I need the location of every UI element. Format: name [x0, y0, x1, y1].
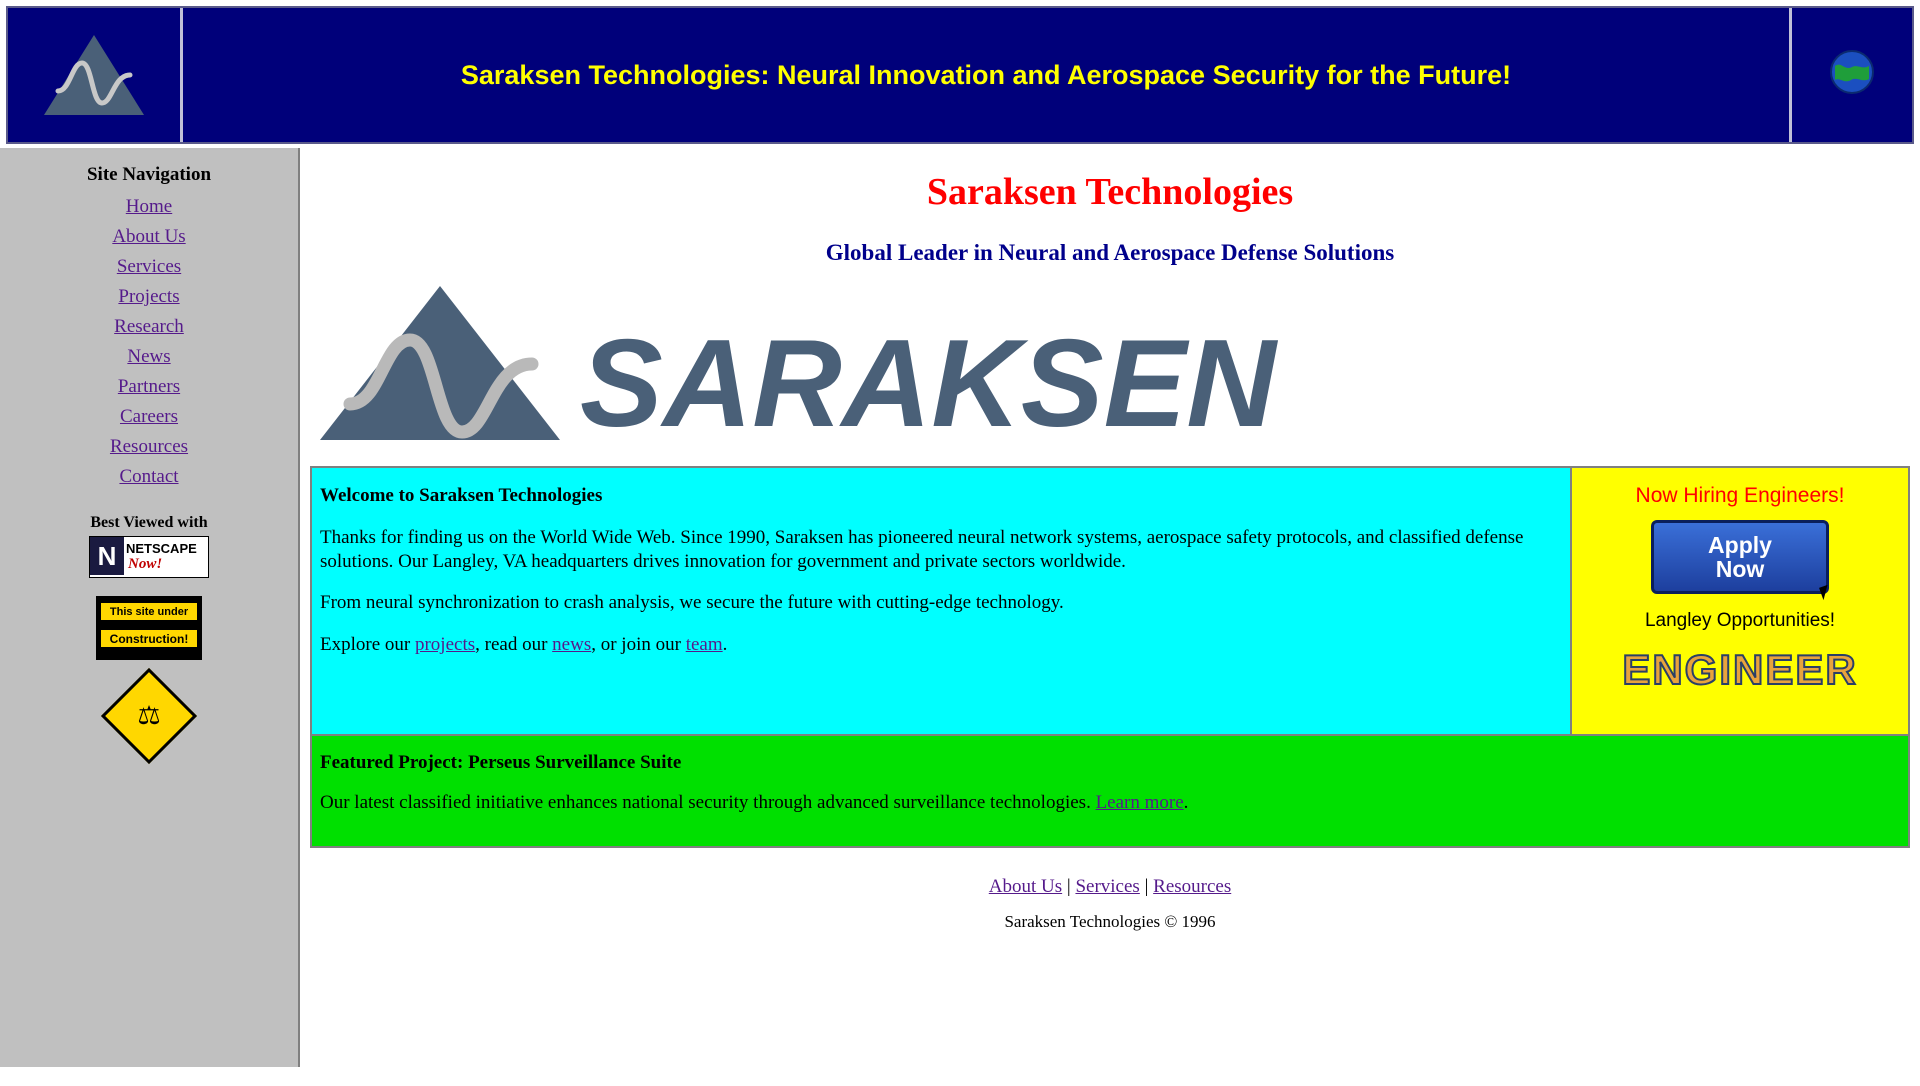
hiring-panel [1570, 468, 1908, 734]
explore-prefix: Explore our [320, 634, 415, 655]
sidebar-item-about-us[interactable]: About Us [112, 226, 186, 247]
warning-diamond-shape [101, 668, 197, 764]
banner-title-cell [183, 8, 1792, 142]
featured-heading-text: Featured Project: Perseus Surveillance Suite [320, 752, 682, 773]
mouse-cursor-icon [1819, 585, 1832, 600]
apply-now-button[interactable] [1651, 520, 1829, 594]
list-item [0, 256, 298, 278]
engineer-wordmark: ENGINEER [1622, 646, 1858, 693]
explore-suffix: . [722, 634, 728, 655]
page-subtitle: Global Leader in Neural and Aerospace Defense Solutions [825, 240, 1395, 265]
link-news[interactable]: news [552, 634, 592, 655]
page-layout [0, 148, 1920, 1067]
banner-title: Saraksen Technologies: Neural Innovation and Aerospace Security for the Future! [460, 59, 1512, 90]
list-item [0, 376, 298, 398]
featured-heading [320, 752, 1900, 774]
content-panels [310, 466, 1910, 736]
main-content [300, 148, 1920, 1067]
explore-mid-2: , or join our [591, 634, 686, 655]
footer-link-resources[interactable]: Resources [1153, 876, 1232, 897]
saraksen-triangle-wave-logo-icon [38, 29, 150, 121]
sidebar [0, 148, 300, 1067]
hiring-title: Now Hiring Engineers! [1635, 484, 1845, 507]
under-construction-badge-icon [96, 596, 202, 660]
sidebar-nav-list [0, 196, 298, 488]
sidebar-item-research[interactable]: Research [114, 316, 184, 337]
list-item [0, 436, 298, 458]
sidebar-item-resources[interactable]: Resources [109, 436, 189, 457]
featured-project-panel [310, 736, 1910, 848]
construction-worker-sign-icon [106, 682, 192, 768]
footer-separator-2: | [1144, 876, 1149, 897]
netscape-badge-line2: Now! [128, 556, 163, 572]
welcome-heading [320, 484, 1562, 508]
sidebar-item-partners[interactable]: Partners [117, 376, 181, 397]
apply-now-line2: Now [1715, 556, 1765, 582]
featured-text-prefix: Our latest classified initiative enhances national security through advanced surveillance technologies. [320, 792, 1096, 813]
footer-separator-1: | [1066, 876, 1071, 897]
worker-figure-glyph: ⚖ [137, 701, 161, 730]
featured-text-suffix: . [1183, 792, 1189, 813]
footer-link-services[interactable]: Services [1075, 876, 1140, 897]
banner-globe-cell [1792, 8, 1912, 142]
list-item [0, 226, 298, 248]
sidebar-item-home[interactable]: Home [125, 196, 173, 217]
site-banner [6, 6, 1914, 144]
sidebar-item-contact[interactable]: Contact [119, 466, 179, 487]
sidebar-item-careers[interactable]: Careers [119, 406, 179, 427]
sidebar-item-projects[interactable]: Projects [118, 286, 180, 307]
construction-badge-line2: Construction! [109, 632, 189, 646]
hero-logo [310, 280, 1910, 458]
explore-mid-1: , read our [475, 634, 553, 655]
sidebar-item-news[interactable]: News [127, 346, 171, 367]
netscape-badge-line1: NETSCAPE [126, 541, 197, 556]
link-team[interactable]: team [685, 634, 723, 655]
copyright-text: Saraksen Technologies © 1996 [1004, 912, 1216, 931]
list-item [0, 316, 298, 338]
link-learn-more[interactable]: Learn more [1095, 792, 1184, 813]
sidebar-item-services[interactable]: Services [116, 256, 182, 277]
welcome-paragraph-2: From neural synchronization to crash analysis, we secure the future with cutting-edge technology. [320, 592, 1064, 614]
banner-logo-cell [8, 8, 183, 142]
link-projects[interactable]: projects [414, 634, 476, 655]
featured-text [320, 792, 1900, 814]
hero-logo-wordmark: SARAKSEN [580, 315, 1276, 452]
list-item [0, 286, 298, 308]
hiring-subtitle: Langley Opportunities! [1644, 610, 1836, 631]
netscape-now-badge-icon[interactable] [89, 536, 209, 578]
list-item [0, 346, 298, 368]
construction-badge-line1: This site under [109, 606, 189, 618]
best-viewed-with-label: Best Viewed with [90, 514, 208, 531]
welcome-heading-text: Welcome to Saraksen Technologies [320, 485, 603, 506]
sidebar-heading: Site Navigation [86, 164, 212, 185]
list-item [0, 196, 298, 218]
list-item [0, 466, 298, 488]
welcome-paragraph-1: Thanks for finding us on the World Wide Web. Since 1990, Saraksen has pioneered neural network systems, aerospace safety protocols, and classified defense solutions. Our Langley, VA headquarters drives innovation for government and private sectors worldwide. [320, 526, 1524, 572]
spinning-globe-icon [1829, 49, 1875, 101]
page-title: Saraksen Technologies [926, 171, 1294, 213]
welcome-panel [312, 468, 1570, 734]
list-item [0, 406, 298, 428]
footer-link-about-us[interactable]: About Us [988, 876, 1063, 897]
netscape-badge-initial: N [90, 537, 124, 575]
welcome-explore-line [320, 633, 1562, 657]
apply-now-line1: Apply [1708, 531, 1772, 558]
footer-links [310, 876, 1910, 898]
